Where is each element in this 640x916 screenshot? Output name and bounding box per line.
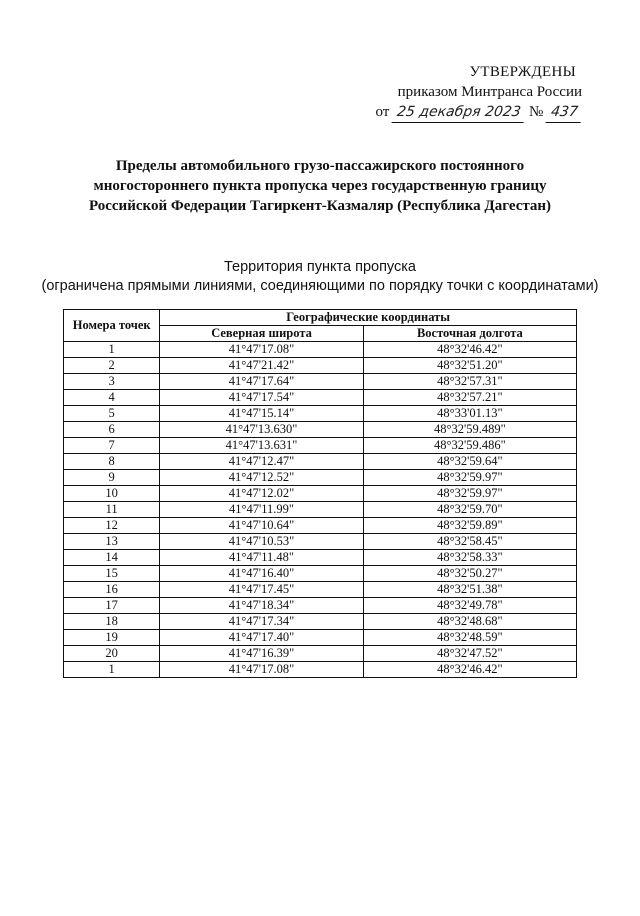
point-number-cell: 6: [64, 422, 160, 438]
latitude-cell: 41°47'11.99": [160, 502, 363, 518]
header-longitude: Восточная долгота: [363, 326, 576, 342]
latitude-cell: 41°47'12.52": [160, 470, 363, 486]
latitude-cell: 41°47'17.54": [160, 390, 363, 406]
latitude-cell: 41°47'10.53": [160, 534, 363, 550]
title-line-1: Пределы автомобильного грузо-пассажирского постоянного: [115, 158, 525, 174]
subtitle-line-1: Территория пункта пропуска: [223, 259, 416, 275]
table-row: [64, 390, 577, 406]
table-row: [64, 454, 577, 470]
latitude-cell: 41°47'13.630": [160, 422, 363, 438]
latitude-cell: 41°47'13.631": [160, 438, 363, 454]
table-row: [64, 646, 577, 662]
point-number-cell: 8: [64, 454, 160, 470]
table-row: [64, 422, 577, 438]
latitude-cell: 41°47'15.14": [160, 406, 363, 422]
table-row: [64, 438, 577, 454]
table-row: [64, 582, 577, 598]
latitude-cell: 41°47'17.34": [160, 614, 363, 630]
longitude-cell: 48°32'51.38": [363, 582, 576, 598]
table-row: [64, 470, 577, 486]
latitude-cell: 41°47'17.40": [160, 630, 363, 646]
table-row: [64, 534, 577, 550]
header-points: Номера точек: [64, 310, 160, 342]
longitude-cell: 48°32'59.70": [363, 502, 576, 518]
point-number-cell: 18: [64, 614, 160, 630]
point-number-cell: 16: [64, 582, 160, 598]
longitude-cell: 48°32'59.64": [363, 454, 576, 470]
order-date-number: [375, 102, 582, 123]
point-number-cell: 13: [64, 534, 160, 550]
table-row: [64, 406, 577, 422]
longitude-cell: 48°32'48.68": [363, 614, 576, 630]
approval-heading: УТВЕРЖДЕНЫ: [469, 64, 576, 80]
point-number-cell: 3: [64, 374, 160, 390]
table-row: [64, 502, 577, 518]
latitude-cell: 41°47'17.08": [160, 342, 363, 358]
point-number-cell: 5: [64, 406, 160, 422]
latitude-cell: 41°47'16.40": [160, 566, 363, 582]
table-row: [64, 550, 577, 566]
table-row: [64, 486, 577, 502]
table-row: [64, 662, 577, 678]
point-number-cell: 15: [64, 566, 160, 582]
coordinates-table: [63, 309, 577, 678]
point-number-cell: 20: [64, 646, 160, 662]
point-number-cell: 7: [64, 438, 160, 454]
longitude-cell: 48°33'01.13": [363, 406, 576, 422]
table-row: [64, 598, 577, 614]
longitude-cell: 48°32'46.42": [363, 662, 576, 678]
table-row: [64, 358, 577, 374]
handwritten-date: 25 декабря 2023: [392, 102, 527, 123]
longitude-cell: 48°32'57.21": [363, 390, 576, 406]
handwritten-number: 437: [546, 102, 584, 123]
longitude-cell: 48°32'46.42": [363, 342, 576, 358]
latitude-cell: 41°47'10.64": [160, 518, 363, 534]
point-number-cell: 17: [64, 598, 160, 614]
header-geo-coordinates: Географические координаты: [160, 310, 577, 326]
table-row: [64, 374, 577, 390]
longitude-cell: 48°32'58.33": [363, 550, 576, 566]
latitude-cell: 41°47'17.08": [160, 662, 363, 678]
point-number-cell: 2: [64, 358, 160, 374]
longitude-cell: 48°32'49.78": [363, 598, 576, 614]
longitude-cell: 48°32'59.97": [363, 470, 576, 486]
document-title: [40, 156, 600, 216]
longitude-cell: 48°32'59.89": [363, 518, 576, 534]
latitude-cell: 41°47'11.48": [160, 550, 363, 566]
title-line-3: Российской Федерации Тагиркент-Казмаляр (Республика Дагестан): [88, 198, 552, 214]
longitude-cell: 48°32'59.97": [363, 486, 576, 502]
latitude-cell: 41°47'12.47": [160, 454, 363, 470]
coordinates-table-body: [64, 342, 577, 678]
point-number-cell: 1: [64, 662, 160, 678]
latitude-cell: 41°47'12.02": [160, 486, 363, 502]
point-number-cell: 19: [64, 630, 160, 646]
latitude-cell: 41°47'18.34": [160, 598, 363, 614]
latitude-cell: 41°47'21.42": [160, 358, 363, 374]
point-number-cell: 1: [64, 342, 160, 358]
number-prefix: №: [528, 104, 544, 120]
longitude-cell: 48°32'51.20": [363, 358, 576, 374]
longitude-cell: 48°32'59.489": [363, 422, 576, 438]
point-number-cell: 4: [64, 390, 160, 406]
title-line-2: многостороннего пункта пропуска через государственную границу: [93, 178, 547, 194]
latitude-cell: 41°47'17.64": [160, 374, 363, 390]
longitude-cell: 48°32'47.52": [363, 646, 576, 662]
point-number-cell: 14: [64, 550, 160, 566]
longitude-cell: 48°32'58.45": [363, 534, 576, 550]
longitude-cell: 48°32'50.27": [363, 566, 576, 582]
table-row: [64, 342, 577, 358]
longitude-cell: 48°32'48.59": [363, 630, 576, 646]
table-row: [64, 518, 577, 534]
table-row: [64, 630, 577, 646]
latitude-cell: 41°47'16.39": [160, 646, 363, 662]
subtitle-line-2: (ограничена прямыми линиями, соединяющими по порядку точки с координатами): [41, 278, 599, 294]
point-number-cell: 12: [64, 518, 160, 534]
point-number-cell: 10: [64, 486, 160, 502]
point-number-cell: 11: [64, 502, 160, 518]
header-latitude: Северная широта: [160, 326, 363, 342]
approval-order-by: приказом Минтранса России: [397, 84, 582, 100]
longitude-cell: 48°32'57.31": [363, 374, 576, 390]
longitude-cell: 48°32'59.486": [363, 438, 576, 454]
date-prefix: от: [375, 104, 390, 120]
approval-block: [375, 62, 582, 123]
latitude-cell: 41°47'17.45": [160, 582, 363, 598]
table-row: [64, 566, 577, 582]
point-number-cell: 9: [64, 470, 160, 486]
table-row: [64, 614, 577, 630]
document-subtitle: [20, 258, 620, 296]
